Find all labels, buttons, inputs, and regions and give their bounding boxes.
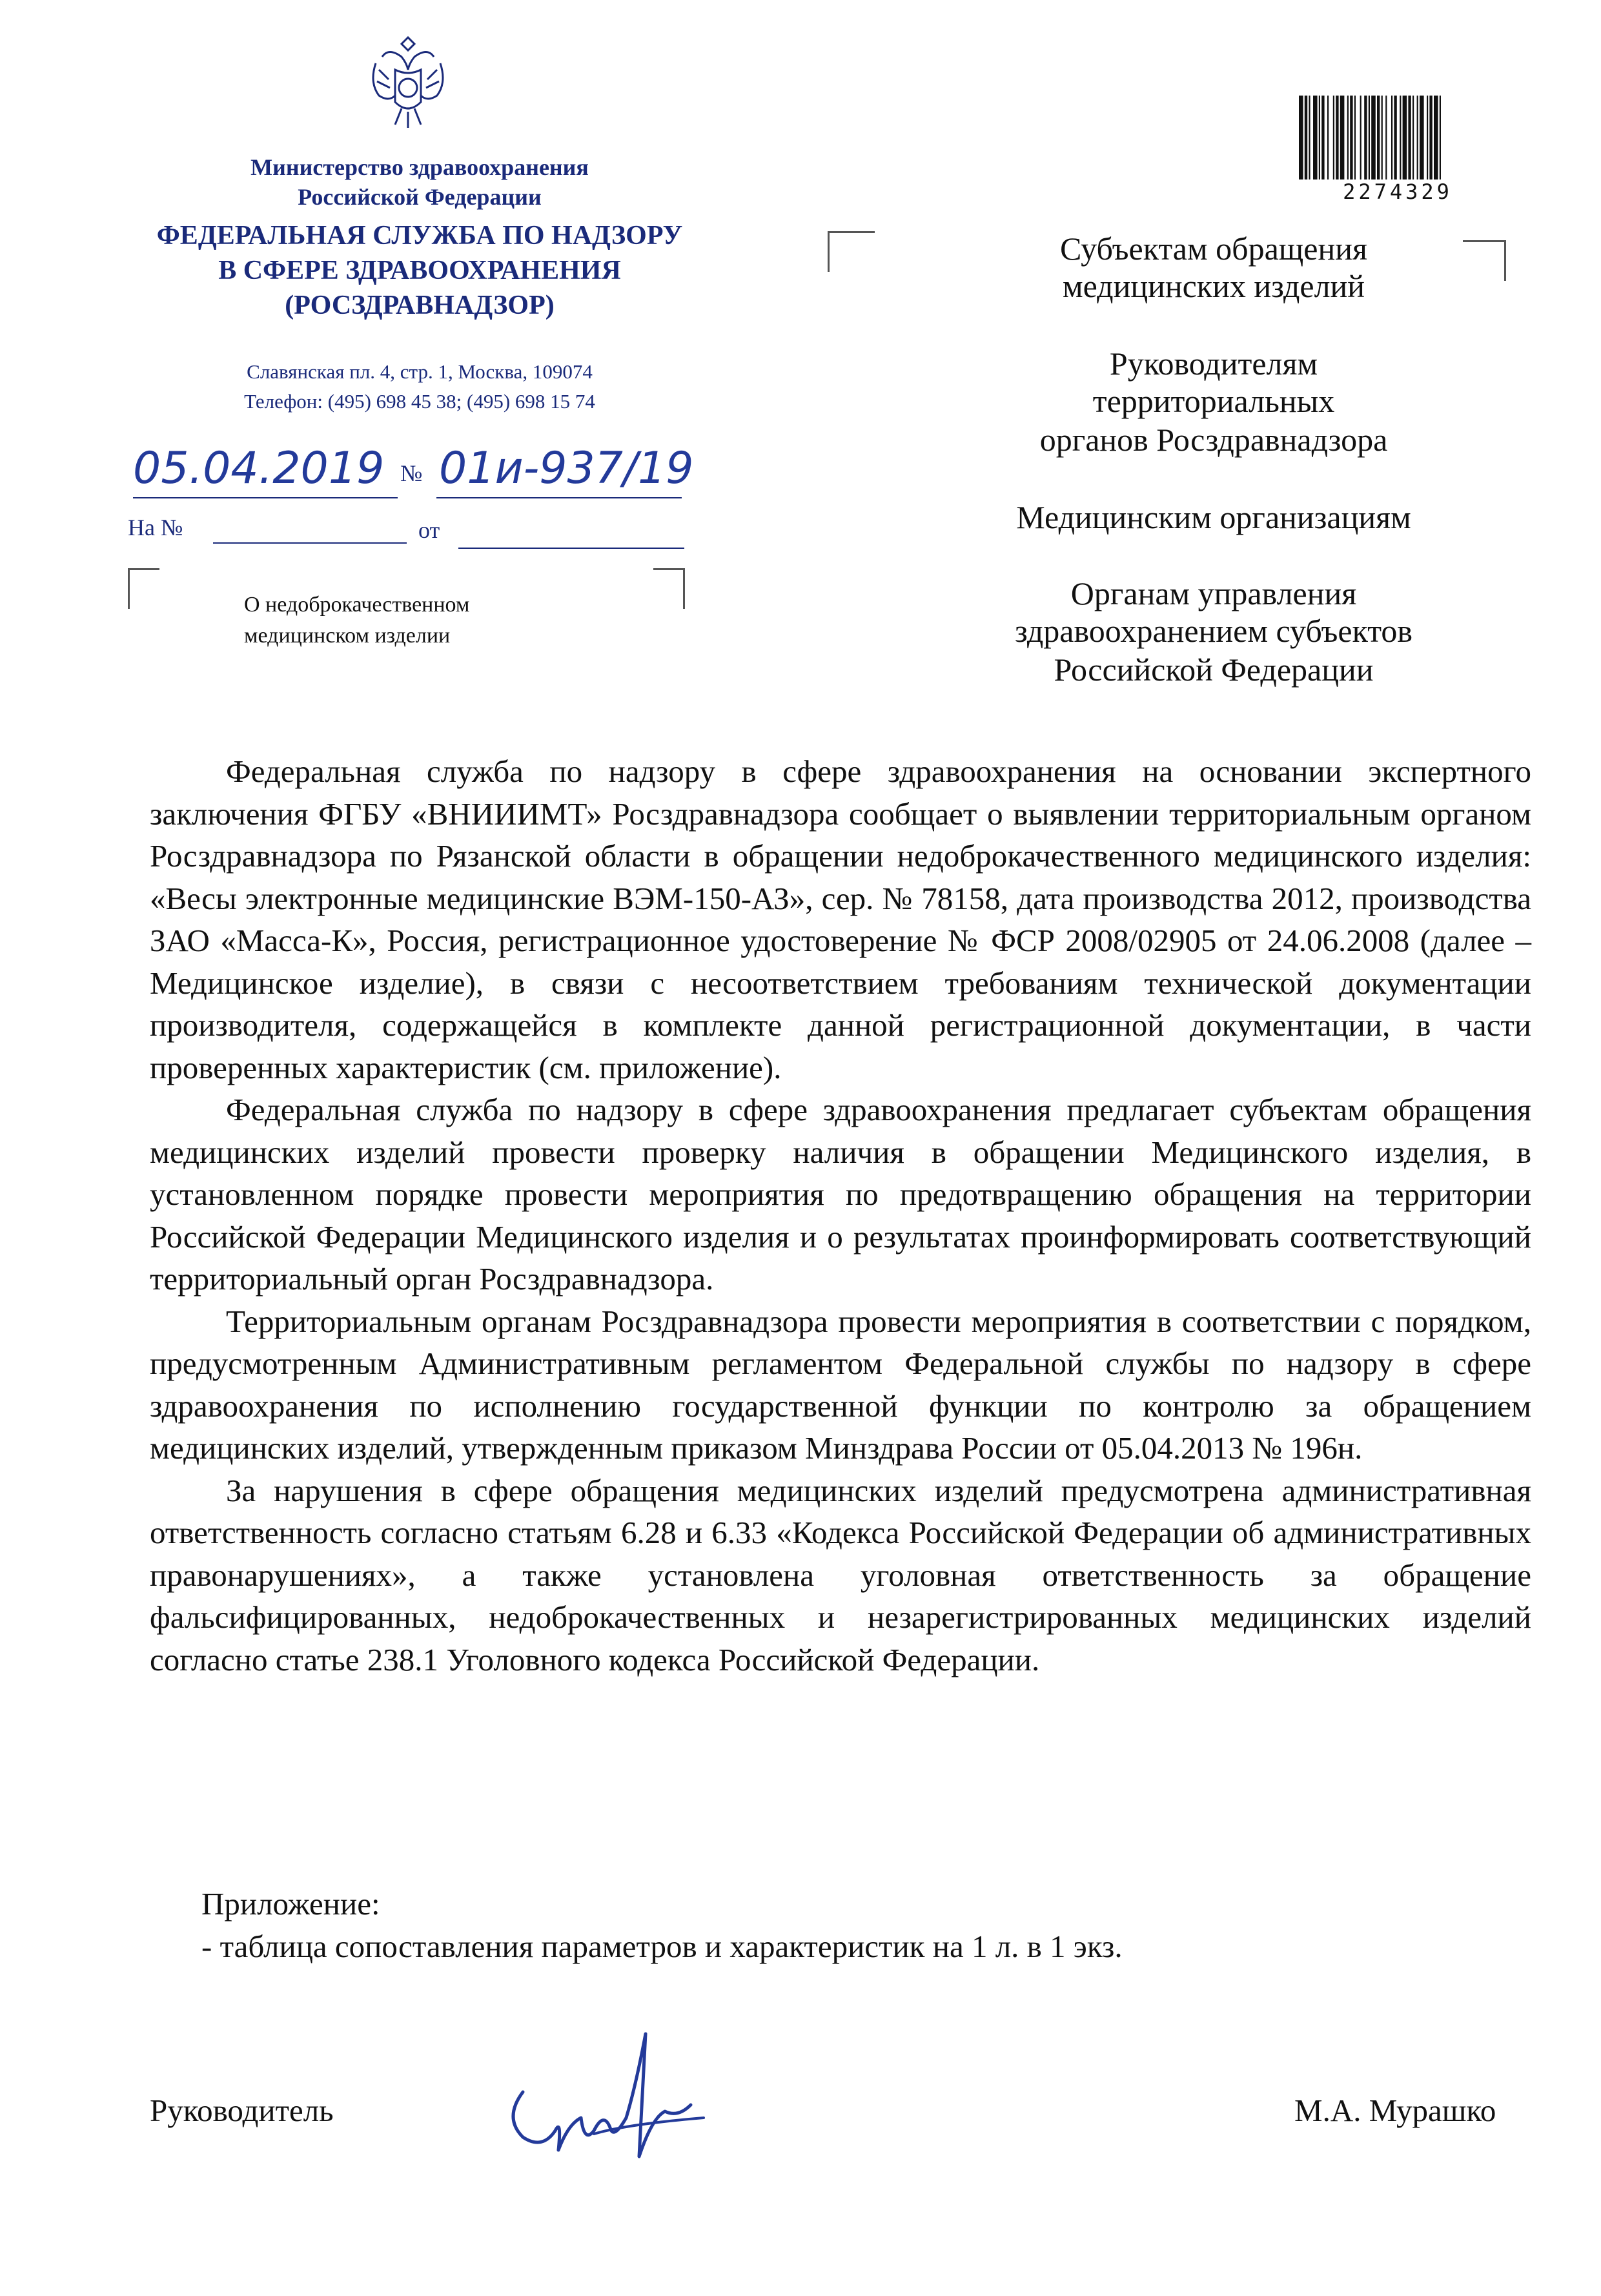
addressee-corner-left	[828, 231, 875, 272]
addressee-2-line2: территориальных	[1092, 383, 1335, 419]
body-paragraph-1: Федеральная служба по надзору в сфере здравоохранения на основании экспертного заключения ФГБУ «ВНИИИМТ» Росздравнадзора сообщает о выявлении территориальным органом Росздравнадзора по Рязанской области в обращении недоброкачественного медицинского изделия: «Весы электронные медицинские ВЭМ-150-АЗ», сер. № 78158, дата производства 2012, производства ЗАО «Масса-К», Россия, регистрационное удостоверение № ФСР 2008/02905 от 24.06.2008 (далее – Медицинское изделие), в связи с несоответствием требованиям технической документации производителя, содержащейся в комплекте данной регистрационной документации, в части проверенных характеристик (см. приложение).	[150, 753, 1531, 1085]
subject-corner-left	[128, 568, 159, 609]
service-name-line2: В СФЕРЕ ЗДРАВООХРАНЕНИЯ	[218, 256, 621, 285]
service-name-line3: (РОСЗДРАВНАДЗОР)	[285, 291, 555, 320]
service-name-line1: ФЕДЕРАЛЬНАЯ СЛУЖБА ПО НАДЗОРУ	[156, 221, 683, 251]
attachment-item: - таблица сопоставления параметров и характеристик на 1 л. в 1 экз.	[201, 1929, 1123, 1964]
addressee-4-line3: Российской Федерации	[1054, 651, 1374, 688]
subject-line1: О недоброкачественном	[244, 593, 470, 617]
letter-body	[150, 750, 1531, 1681]
service-phone: Телефон: (495) 698 45 38; (495) 698 15 74	[244, 390, 595, 413]
signatory-name: М.А. Мурашко	[1294, 2093, 1496, 2128]
addressee-3-line1: Медицинским организациям	[1016, 499, 1411, 535]
subject-line2: медицинском изделии	[244, 624, 451, 648]
handwritten-signature	[497, 2021, 717, 2169]
reply-from-underline	[458, 548, 684, 549]
number-underline	[436, 497, 682, 498]
signatory-title: Руководитель	[150, 2093, 334, 2128]
body-paragraph-2: Федеральная служба по надзору в сфере здравоохранения предлагает субъектам обращения медицинских изделий провести проверку наличия в обращении Медицинского изделия, в установленном порядке провести мероприятия по предотвращению обращения на территории Российской Федерации Медицинского изделия и о результатах проинформировать соответствующий территориальный орган Росздравнадзора.	[150, 1092, 1531, 1297]
date-underline	[133, 497, 398, 498]
reply-number-underline	[213, 542, 407, 544]
reply-number-label: На №	[128, 515, 183, 540]
addressee-2-line3: органов Росздравнадзора	[1039, 422, 1388, 458]
barcode-icon	[1298, 96, 1498, 179]
ministry-name-line1: Министерство здравоохранения	[250, 154, 589, 180]
coat-of-arms-emblem-icon	[356, 31, 460, 134]
addressee-1-line1: Субъектам обращения	[1060, 231, 1367, 267]
reply-from-label: от	[418, 517, 440, 543]
barcode-number: 2274329	[1343, 179, 1453, 204]
body-paragraph-4: За нарушения в сфере обращения медицинских изделий предусмотрена административная ответственность согласно статьям 6.28 и 6.33 «Кодекса Российской Федерации об административных правонарушениях», а также установлена уголовная ответственность за обращение фальсифицированных, недоброкачественных и незарегистрированных медицинских изделий согласно статье 238.1 Уголовного кодекса Российской Федерации.	[150, 1472, 1531, 1677]
registration-number: 01и-937/19	[439, 443, 694, 494]
subject-corner-right	[653, 568, 685, 609]
service-address: Славянская пл. 4, стр. 1, Москва, 109074	[247, 360, 593, 383]
ministry-name-line2: Российской Федерации	[298, 184, 542, 210]
addressee-2-line1: Руководителям	[1109, 345, 1318, 382]
attachment-block	[201, 1883, 1493, 1968]
attachment-title: Приложение:	[201, 1886, 380, 1922]
addressee-4-line1: Органам управления	[1070, 575, 1357, 611]
body-paragraph-3: Территориальным органам Росздравнадзора провести мероприятия в соответствии с порядком, предусмотренным Административным регламентом Федеральной службы по надзору в сфере здравоохранения по исполнению государственной функции по контролю за обращением медицинских изделий, утвержденным приказом Минздрава России от 05.04.2013 № 196н.	[150, 1303, 1531, 1466]
addressee-4-line2: здравоохранением субъектов	[1014, 613, 1413, 649]
registration-date: 05.04.2019	[133, 443, 385, 494]
number-label: №	[400, 460, 423, 486]
addressee-1-line2: медицинских изделий	[1062, 268, 1365, 304]
